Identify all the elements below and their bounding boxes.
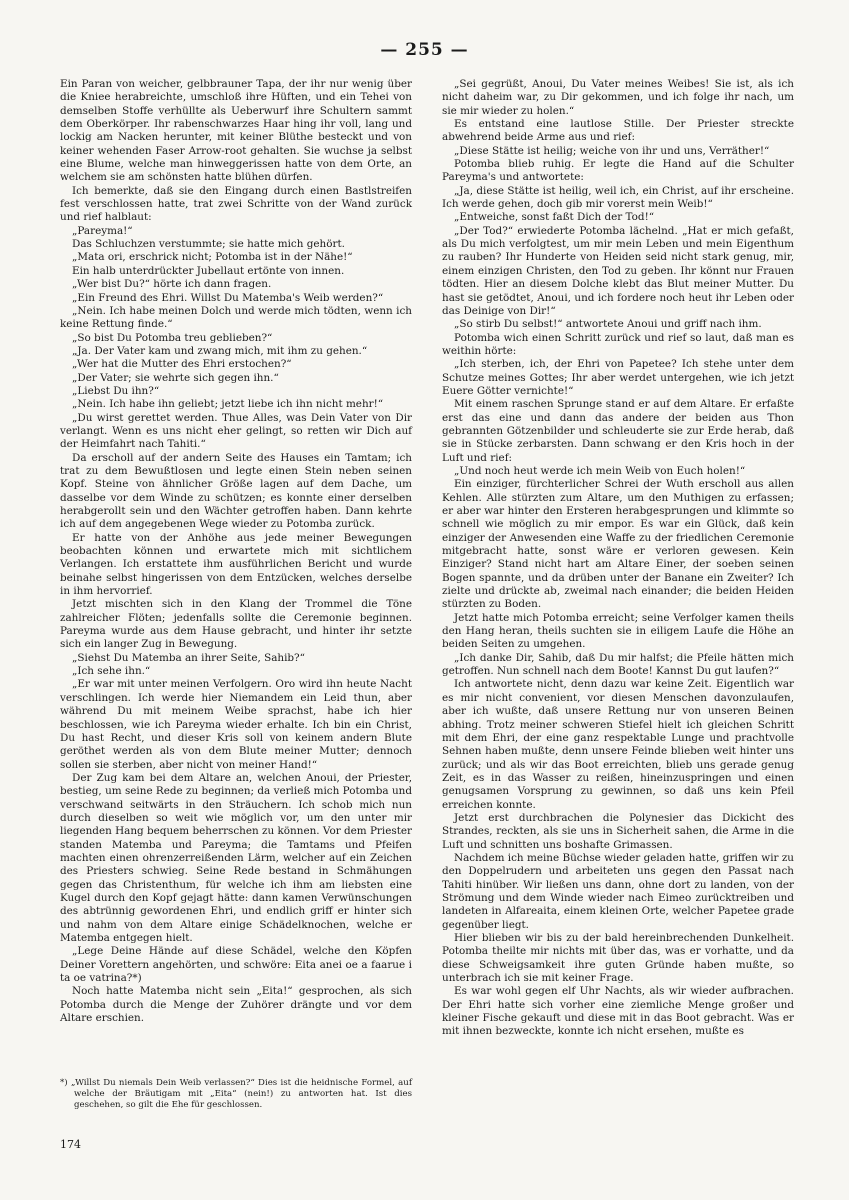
- footnote-text: *) „Willst Du niemals Dein Weib verlassen?“ Dies ist die heidnische Formel, auf welche der Bräutigam mit „Eita“ (nein!) zu antworten hat. Ist dies geschehen, so gilt die Ehe für geschlossen.: [60, 1078, 412, 1110]
- left-column: [60, 78, 412, 1025]
- paragraph: Das Schluchzen verstummte; sie hatte mich gehört.: [72, 238, 345, 251]
- paragraph: „So stirb Du selbst!“ antwortete Anoui und griff nach ihm.: [454, 318, 762, 331]
- paragraph: Er hatte von der Anhöhe aus jede meiner Bewegungen beobachten können und erwartete mich mit sichtlichem Verlangen. Ich erstattete ihm ausführlichen Bericht und wurde beinahe selbst hingerissen von dem Entzücken, welches derselbe in ihm hervorrief.: [60, 531, 412, 598]
- paragraph: „So bist Du Potomba treu geblieben?“: [72, 331, 273, 344]
- paragraph: „Diese Stätte ist heilig; weiche von ihr und uns, Verräther!“: [454, 144, 770, 157]
- paragraph: Der Zug kam bei dem Altare an, welchen Anoui, der Priester, bestieg, um seine Rede zu beginnen; da verließ mich Potomba und verschwand seitwärts in den Sträuchern. Ich schob mich nun durch dieselben so weit wie möglich vor, um den unter mir liegenden Hang bequem beherrschen zu können. Vor dem Priester standen Matemba und Pareyma; die Tamtams und Pfeifen machten einen ohrenzerreißenden Lärm, welcher auf ein Zeichen des Priesters schwieg. Seine Rede bestand in Schmähungen gegen das Christenthum, für welche ich ihm am liebsten eine Kugel durch den Kopf gejagt hätte: dann kamen Verwünschungen des abtrünnig gewordenen Ehri, und endlich griff er hinter sich und nahm von dem Altare einige Schädelknochen, welche er Matemba entgegen hielt.: [60, 771, 412, 944]
- paragraph: „Wer bist Du?“ hörte ich dann fragen.: [72, 278, 272, 291]
- paragraph: „Siehst Du Matemba an ihrer Seite, Sahib?“: [72, 651, 305, 664]
- paragraph: Ein einziger, fürchterlicher Schrei der Wuth erscholl aus allen Kehlen. Alle stürzten zum Altare, um den Muthigen zu erfassen; er aber war hinter den Ersteren herabgesprungen und klimmte so schnell wie möglich zu mir empor. Es war ein Glück, daß kein einziger der Anwesenden eine Waffe zu der friedlichen Ceremonie mitgebracht hatte, sonst wäre er verloren gewesen. Kein Einziger? Stand nicht hart am Altare Einer, der soeben seinen Bogen spannte, und da drüben unter der Banane ein Zweiter? Ich zielte und drückte ab, zweimal nach einander; die beiden Heiden stürzten zu Boden.: [442, 478, 794, 611]
- paragraph: Es entstand eine lautlose Stille. Der Priester streckte abwehrend beide Arme aus und rief:: [442, 118, 794, 144]
- paragraph: „Der Tod?“ erwiederte Potomba lächelnd. „Hat er mich gefaßt, als Du mich verfolgtest, um mir mein Leben und mein Eigenthum zu rauben? Ihr Hunderte von Heiden seid nicht stark genug, mir, einem einzigen Christen, den Tod zu geben. Ihr könnt nur Frauen tödten. Hier an diesem Dolche klebt das Blut meiner Mutter. Du hast sie getödtet, Anoui, und ich fordere noch heut ihr Leben oder das Deinige von Dir!“: [442, 224, 794, 317]
- paragraph: „Liebst Du ihn?“: [72, 384, 160, 397]
- paragraph: Jetzt mischten sich in den Klang der Trommel die Töne zahlreicher Flöten; jedenfalls sollte die Ceremonie beginnen. Pareyma wurde aus dem Hause gebracht, und hinter ihr setzte sich ein langer Zug in Bewegung.: [60, 598, 412, 651]
- footnote: [60, 1078, 412, 1111]
- paragraph: „Ich danke Dir, Sahib, daß Du mir halfst; die Pfeile hätten mich getroffen. Nun schnell nach dem Boote! Kannst Du gut laufen?“: [442, 651, 794, 678]
- right-column: [442, 78, 794, 1039]
- paragraph: „Ich sehe ihn.“: [72, 665, 151, 678]
- paragraph: „Ja, diese Stätte ist heilig, weil ich, ein Christ, auf ihr erscheine. Ich werde gehen, doch gib mir vorerst mein Weib!“: [442, 184, 794, 211]
- paragraph: Jetzt erst durchbrachen die Polynesier das Dickicht des Strandes, reckten, als sie uns in Sicherheit sahen, die Arme in die Luft und schnitten uns boshafte Grimassen.: [442, 811, 794, 851]
- paragraph: „Mata ori, erschrick nicht; Potomba ist in der Nähe!“: [72, 251, 353, 264]
- paragraph: „Entweiche, sonst faßt Dich der Tod!“: [454, 211, 655, 224]
- page-folio: 174: [60, 1138, 81, 1151]
- paragraph: „Nein. Ich habe meinen Dolch und werde mich tödten, wenn ich keine Rettung finde.“: [60, 304, 412, 331]
- paragraph: Jetzt hatte mich Potomba erreicht; seine Verfolger kamen theils den Hang heran, theils suchten sie in eiligem Laufe die Höhe an beiden Seiten zu umgehen.: [442, 611, 794, 651]
- paragraph: „Ich sterben, ich, der Ehri von Papetee? Ich stehe unter dem Schutze meines Gottes; Ihr aber werdet untergehen, wie ich jetzt Euere Götter vernichte!“: [442, 358, 794, 397]
- paragraph: Ich bemerkte, daß sie den Eingang durch einen Bastlstreifen fest verschlossen hatte, trat zwei Schritte von der Wand zurück und rief halblaut:: [60, 184, 412, 224]
- paragraph: „Und noch heut werde ich mein Weib von Euch holen!“: [454, 464, 746, 477]
- paragraph: Ein halb unterdrückter Jubellaut ertönte von innen.: [72, 264, 345, 277]
- paragraph: „Er war mit unter meinen Verfolgern. Oro wird ihn heute Nacht verschlingen. Ich werde hier Niemandem ein Leid thun, aber während Du mit meinem Weibe sprachst, habe ich hier beschlossen, wie ich Pareyma wieder erhalte. Ich bin ein Christ, Du hast Recht, und dieser Kris soll von keinem andern Blute geröthet werden als von dem Blute meiner Mutter; dennoch sollen sie sterben, aber nicht von meiner Hand!“: [60, 678, 412, 771]
- paragraph: „Der Vater; sie wehrte sich gegen ihn.“: [72, 371, 279, 384]
- paragraph: Mit einem raschen Sprunge stand er auf dem Altare. Er erfaßte erst das eine und dann das andere der beiden aus Thon gebrannten Götzenbilder und schleuderte sie zur Erde herab, daß sie in Stücke zerbarsten. Dann schwang er den Kris hoch in der Luft und rief:: [442, 398, 794, 464]
- paragraph: „Nein. Ich habe ihn geliebt; jetzt liebe ich ihn nicht mehr!“: [72, 398, 384, 411]
- paragraph: „Pareyma!“: [72, 224, 133, 237]
- paragraph: Hier blieben wir bis zu der bald hereinbrechenden Dunkelheit. Potomba theilte mir nichts mit über das, was er vorhatte, und da diese Schweigsamkeit ihre guten Gründe haben mußte, so unterbrach ich sie mit keiner Frage.: [442, 932, 794, 985]
- paragraph: Potomba blieb ruhig. Er legte die Hand auf die Schulter Pareyma's und antwortete:: [442, 158, 794, 184]
- paragraph: Da erscholl auf der andern Seite des Hauses ein Tamtam; ich trat zu dem Bewußtlosen und legte einen Stein neben seinen Kopf. Steine von ähnlicher Größe lagen auf dem Dache, um dasselbe vor dem Winde zu schützen; es konnte einer derselben herabgerollt sein und den Wächter getroffen haben. Dann kehrte ich auf dem angegebenen Wege wieder zu Potomba zurück.: [60, 451, 412, 531]
- paragraph: „Du wirst gerettet werden. Thue Alles, was Dein Vater von Dir verlangt. Wenn es uns nicht eher gelingt, so retten wir Dich auf der Heimfahrt nach Tahiti.“: [60, 411, 412, 451]
- paragraph: „Lege Deine Hände auf diese Schädel, welche den Köpfen Deiner Vorettern angehörten, und schwöre: Eita anei oe a faarue i ta oe vatrina?*): [60, 945, 412, 985]
- paragraph: „Wer hat die Mutter des Ehri erstochen?“: [72, 358, 292, 371]
- paragraph: Noch hatte Matemba nicht sein „Eita!“ gesprochen, als sich Potomba durch die Menge der Zuhörer drängte und vor dem Altare erschien.: [60, 985, 412, 1025]
- paragraph: „Ja. Der Vater kam und zwang mich, mit ihm zu gehen.“: [72, 344, 368, 357]
- paragraph: Ich antwortete nicht, denn dazu war keine Zeit. Eigentlich war es mir nicht convenient, vor diesen Menschen davonzulaufen, aber ich wußte, daß unsere Rettung nur von unseren Beinen abhing. Trotz meiner schweren Stiefel hielt ich gleichen Schritt mit dem Ehri, der eine ganz respektable Lunge und prachtvolle Sehnen haben mußte, denn unsere Feinde blieben weit hinter uns zurück; und als wir das Boot erreichten, blieb uns gerade genug Zeit, es in das Wasser zu reißen, hineinzuspringen und einen genugsamen Vorsprung zu gewinnen, so daß uns kein Pfeil erreichen konnte.: [442, 678, 794, 811]
- page-header: — 255 —: [380, 40, 469, 60]
- paragraph: Potomba wich einen Schritt zurück und rief so laut, daß man es weithin hörte:: [442, 331, 794, 357]
- paragraph: Ein Paran von weicher, gelbbrauner Tapa, der ihr nur wenig über die Kniee herabreichte, umschloß ihre Hüften, und ein Tehei von demselben Stoffe verhüllte als Ueberwurf ihre Schultern sammt dem Oberkörper. Ihr rabenschwarzes Haar hing ihr voll, lang und lockig am Nacken herunter, mit keiner Blüthe besteckt und von keiner wehenden Faser Arrow-root gehalten. Sie wuchse ja selbst eine Blume, welche man hinweggerissen hatte von dem Orte, an welchem sie am schönsten hatte blühen dürfen.: [60, 78, 412, 184]
- paragraph: Nachdem ich meine Büchse wieder geladen hatte, griffen wir zu den Doppelrudern und arbeiteten uns gegen den Passat nach Tahiti hinüber. Wir ließen uns dann, ohne dort zu landen, von der Strömung und dem Winde wieder nach Eimeo zurücktreiben und landeten in Alfareaita, einem kleinen Orte, welcher Papetee grade gegenüber liegt.: [442, 851, 794, 931]
- paragraph: „Sei gegrüßt, Anoui, Du Vater meines Weibes! Sie ist, als ich nicht daheim war, zu Dir gekommen, und ich folge ihr nach, um sie mir wieder zu holen.“: [442, 78, 794, 117]
- paragraph: „Ein Freund des Ehri. Willst Du Matemba's Weib werden?“: [72, 291, 384, 304]
- paragraph: Es war wohl gegen elf Uhr Nachts, als wir wieder aufbrachen. Der Ehri hatte sich vorher eine ziemliche Menge großer und kleiner Fische gekauft und diese mit in das Boot gebracht. Was er mit ihnen bezweckte, konnte ich nicht ersehen, mußte es: [442, 985, 794, 1038]
